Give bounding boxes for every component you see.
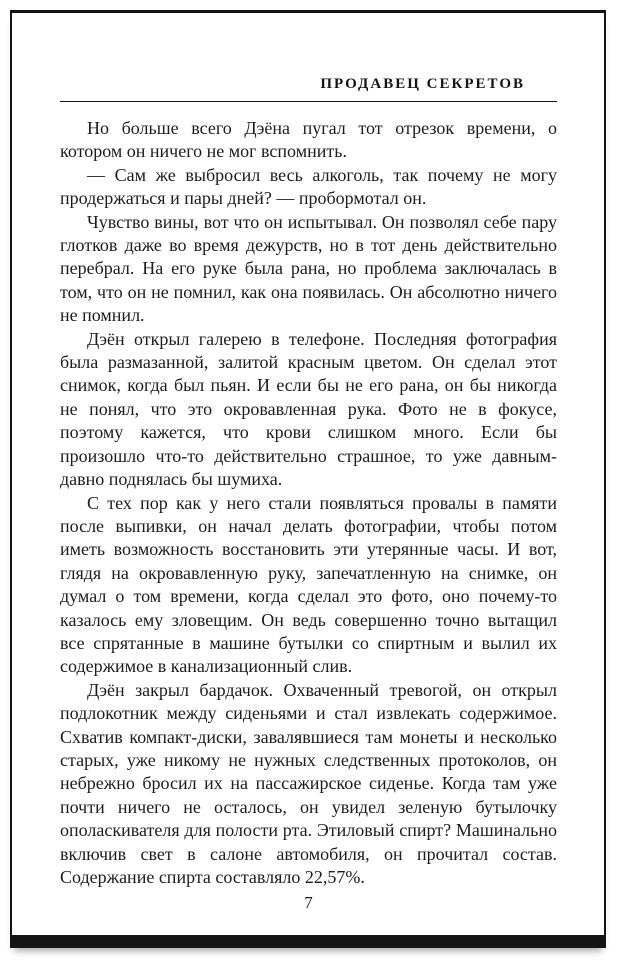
page-header — [60, 76, 557, 102]
paragraph-5: С тех пор как у него стали появляться провалы в памяти после выпивки, он начал делать фотографии, чтобы потом иметь возможность восстановить эти утерянные часы. И вот, глядя на окровавленную руку, запечатленную на снимке, он думал о том времени, когда сделал это фото, оно почему-то казалось ему зловещим. Он ведь совершенно точно вытащил все спрятанные в машине бутылки со спиртным и вылил их содержимое в канализационный слив. — [60, 492, 557, 677]
body-text — [60, 117, 557, 889]
page-content — [60, 70, 557, 921]
page-number: 7 — [304, 893, 313, 912]
paragraph-1: Но больше всего Дэёна пугал тот отрезок времени, о котором он ничего не мог вспомнить. — [60, 118, 557, 162]
paragraph-3: Чувство вины, вот что он испытывал. Он позволял себе пару глотков даже во время дежурств, но в тот день действительно перебрал. На его руке была рана, но проблема заключалась в том, что он не помнил, как она появилась. Он абсолютно ничего не помнил. — [60, 211, 557, 326]
running-head-title: ПРОДАВЕЦ СЕКРЕТОВ — [320, 76, 525, 92]
paragraph-6: Дэён закрыл бардачок. Охваченный тревогой, он открыл подлокотник между сиденьями и стал извлекать содержимое. Схватив компакт-диски, завалявшиеся там монеты и несколько старых, уже никому не нужных следственных протоколов, он небрежно бросил их на пассажирское сиденье. Когда там уже почти ничего не осталось, он увидел зеленую бутылочку ополаскивателя для полости рта. Этиловый спирт? Машинально включив свет в салоне автомобиля, он прочитал состав. Содержание спирта составляло 22,57%. — [60, 679, 557, 887]
paragraph-4: Дэён открыл галерею в телефоне. Последняя фотография была размазанной, залитой красным цветом. Он сделал этот снимок, когда был пьян. И если бы не его рана, он бы никогда не понял, что это окровавленная рука. Фото не в фокусе, поэтому кажется, что крови слишком много. Если бы произошло что-то действительно страшное, то уже давным-давно поднялась бы шумиха. — [60, 328, 557, 490]
paragraph-2: — Сам же выбросил весь алкоголь, так почему не могу продержаться и пары дней? — пробормотал он. — [60, 164, 557, 209]
header-rule — [60, 101, 557, 102]
